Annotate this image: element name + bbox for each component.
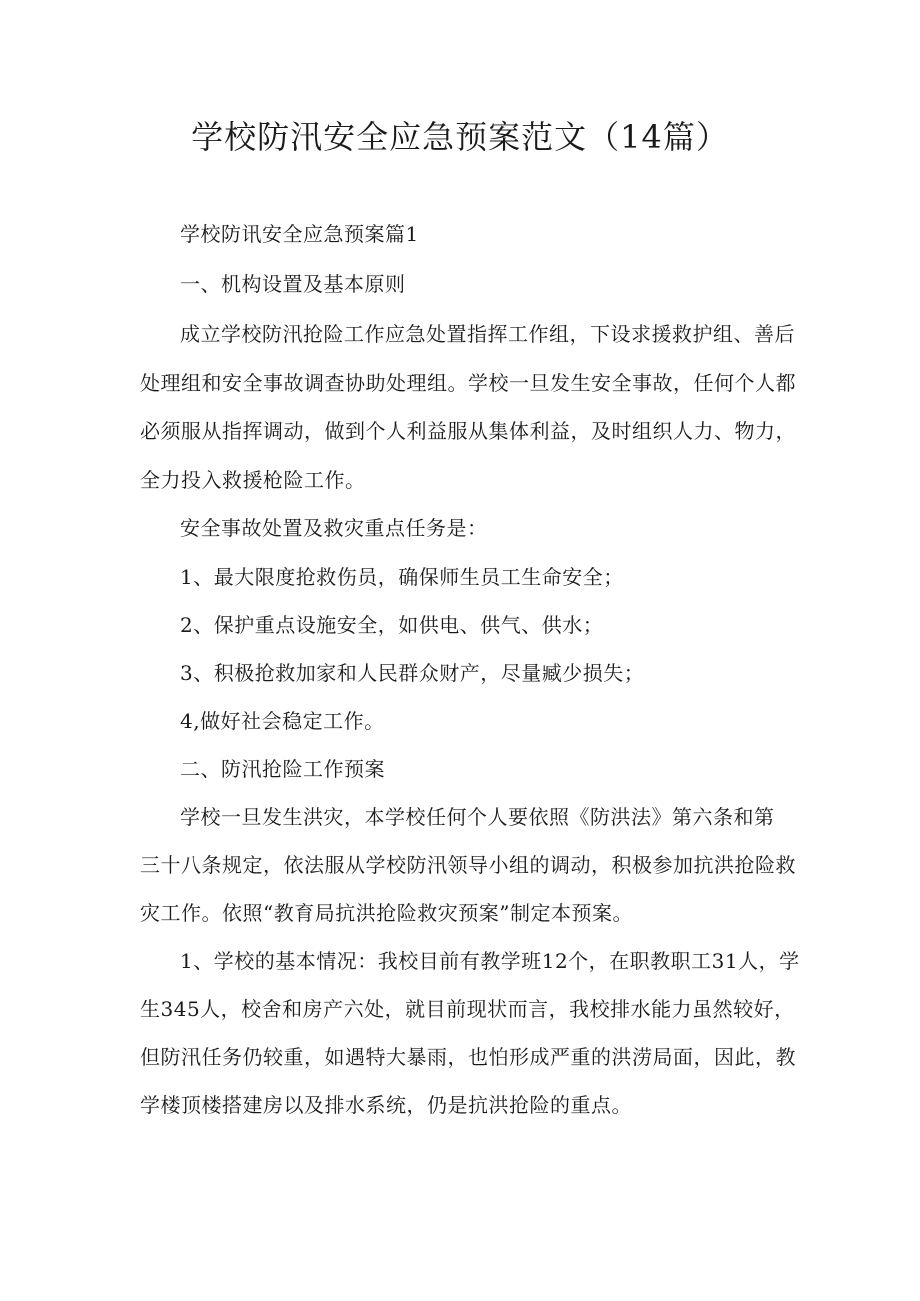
paragraph-line: 必须服从指挥调动，做到个人利益服从集体利益，及时组织人力、物力，: [140, 419, 796, 443]
paragraph-line: 全力投入救援枪险工作。: [140, 468, 366, 492]
paragraph-line: 成立学校防汛抢险工作应急处置指挥工作组，下设求援救护组、善后: [180, 322, 795, 346]
paragraph-line: 学楼顶楼搭建房以及排水系统，仍是抗洪抢险的重点。: [140, 1093, 632, 1117]
paragraph-line: 1、学校的基本情况：我校目前有教学班12个，在职教职工31人，学: [180, 949, 800, 973]
paragraph-line: 三十八条规定，依法服从学校防汛领导小组的调动，积极参加抗洪抢险救: [140, 853, 796, 877]
list-item: 4,做好社会稳定工作。: [180, 709, 385, 733]
paragraph-line: 处理组和安全事故调查协助处理组。学校一旦发生安全事故，任何个人都: [140, 371, 796, 395]
list-item: 3、积极抢救加家和人民群众财产，尽量臧少损失；: [180, 661, 645, 685]
document-title: 学校防汛安全应急预案范文（14篇）: [191, 118, 729, 156]
paragraph-line: 但防汛任务仍较重，如遇特大暴雨，也怕形成严重的洪涝局面，因此，教: [140, 1045, 796, 1069]
heading-organization: 一、机构设置及基本原则: [180, 272, 406, 296]
heading-flood-plan: 二、防汛抢险工作预案: [180, 757, 385, 781]
paragraph-line: 灾工作。依照“教育局抗洪抢险救灾预案”制定本预案。: [140, 901, 633, 925]
paragraph-line: 安全事故处置及救灾重点任务是：: [180, 516, 488, 540]
section-heading-part1: 学校防讯安全应急预案篇1: [180, 222, 419, 246]
list-item: 2、保护重点设施安全，如供电、供气、供水；: [180, 613, 604, 637]
paragraph-line: 学校一旦发生洪灾，本学校任何个人要依照《防洪法》第六条和第: [180, 805, 775, 829]
paragraph-line: 生345人，校舍和房产六处，就目前现状而言，我校排水能力虽然较好，: [140, 997, 795, 1021]
list-item: 1、最大限度抢救伤员，确保师生员工生命安全；: [180, 565, 624, 589]
